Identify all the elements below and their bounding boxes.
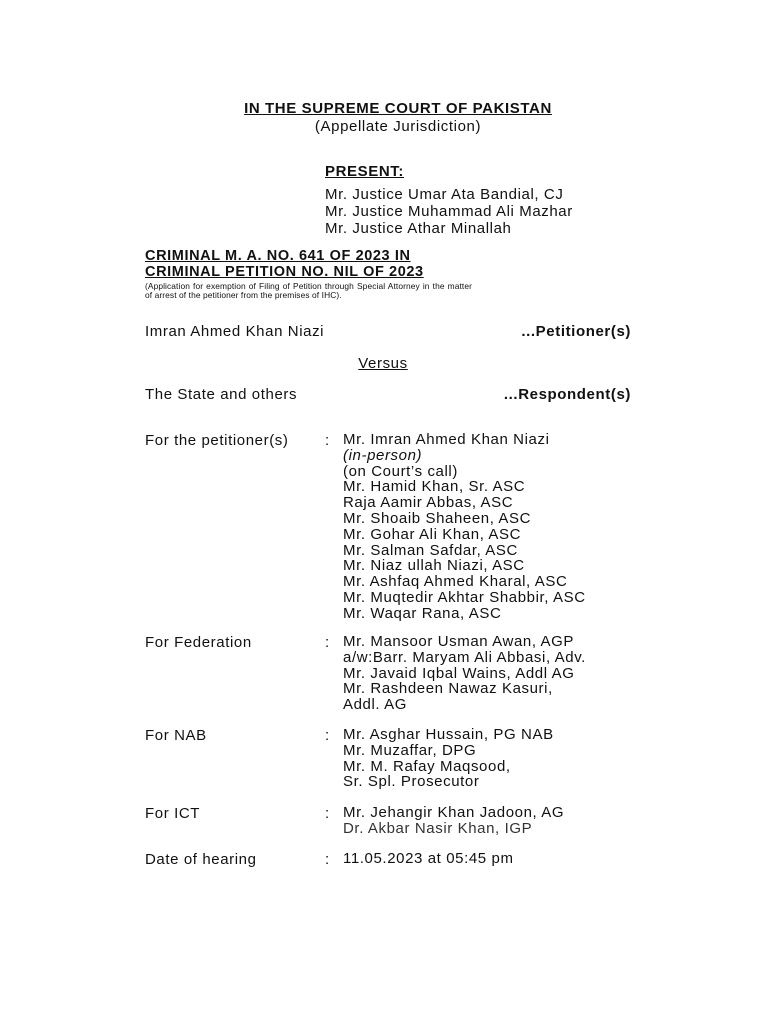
counsel-line: (in-person)	[343, 446, 423, 464]
petitioner-role: ...Petitioner(s)	[521, 323, 631, 340]
respondent-name: The State and others	[145, 386, 298, 403]
counsel-line: Addl. AG	[343, 696, 408, 714]
counsel-line: Mr. Muqtedir Akhtar Shabbir, ASC	[343, 588, 586, 606]
colon: :	[325, 851, 330, 868]
counsel-line: Mr. Muzaffar, DPG	[343, 741, 477, 759]
counsel-line: Mr. Ashfaq Ahmed Kharal, ASC	[343, 573, 568, 591]
appearance-label-federation: For Federation	[145, 634, 252, 651]
jurisdiction-subtitle: (Appellate Jurisdiction)	[314, 118, 482, 135]
petitioner-counsel-list	[343, 432, 586, 622]
respondent-role: ...Respondent(s)	[503, 386, 631, 403]
counsel-line: Raja Aamir Abbas, ASC	[343, 494, 514, 512]
colon: :	[325, 727, 330, 744]
counsel-line: Mr. Waqar Rana, ASC	[343, 604, 502, 622]
counsel-line: Mr. Asghar Hussain, PG NAB	[343, 726, 554, 743]
case-number-line: CRIMINAL M. A. NO. 641 OF 2023 IN	[145, 248, 411, 264]
counsel-line: Mr. Rashdeen Nawaz Kasuri,	[343, 680, 553, 698]
counsel-line: Dr. Akbar Nasir Khan, IGP	[343, 819, 533, 837]
counsel-line: Mr. Salman Safdar, ASC	[343, 541, 518, 559]
counsel-line: Mr. Hamid Khan, Sr. ASC	[343, 478, 526, 496]
court-title: IN THE SUPREME COURT OF PAKISTAN	[244, 100, 552, 117]
counsel-line: Mr. Gohar Ali Khan, ASC	[343, 525, 522, 543]
colon: :	[325, 634, 330, 651]
counsel-line: Mr. Shoaib Shaheen, ASC	[343, 509, 532, 527]
appearance-label-nab: For NAB	[145, 727, 207, 744]
appearance-label-petitioner: For the petitioner(s)	[145, 432, 289, 449]
case-number	[145, 248, 424, 280]
ict-counsel-list	[343, 805, 564, 837]
counsel-line: Mr. Imran Ahmed Khan Niazi	[343, 431, 550, 448]
counsel-line: Sr. Spl. Prosecutor	[343, 773, 480, 791]
judge-name: Mr. Justice Athar Minallah	[325, 220, 512, 237]
bench-list	[325, 186, 573, 237]
federation-counsel-list	[343, 634, 586, 713]
nab-counsel-list	[343, 727, 554, 790]
counsel-line: Mr. M. Rafay Maqsood,	[343, 757, 511, 775]
counsel-line: Mr. Niaz ullah Niazi, ASC	[343, 557, 525, 575]
judge-name: Mr. Justice Muhammad Ali Mazhar	[325, 203, 573, 220]
judge-name: Mr. Justice Umar Ata Bandial, CJ	[325, 186, 564, 203]
hearing-date-value: 11.05.2023 at 05:45 pm	[343, 850, 514, 867]
appearance-label-ict: For ICT	[145, 805, 201, 822]
counsel-line: a/w:Barr. Maryam Ali Abbasi, Adv.	[343, 648, 586, 666]
counsel-line: Mr. Javaid Iqbal Wains, Addl AG	[343, 664, 575, 682]
colon: :	[325, 432, 330, 449]
case-description: (Application for exemption of Filing of Petition through Special Attorney in the matter of arrest of the petitioner from the premises of IHC).	[145, 281, 472, 301]
counsel-line: Mr. Mansoor Usman Awan, AGP	[343, 633, 575, 650]
hearing-date-label: Date of hearing	[145, 851, 257, 868]
case-number-line: CRIMINAL PETITION NO. NIL OF 2023	[145, 264, 424, 280]
petitioner-name: Imran Ahmed Khan Niazi	[145, 323, 325, 340]
counsel-line: Mr. Jehangir Khan Jadoon, AG	[343, 804, 565, 821]
present-heading: PRESENT:	[325, 163, 404, 180]
counsel-line: (on Court’s call)	[343, 462, 458, 480]
versus-label: Versus	[358, 355, 408, 372]
colon: :	[325, 805, 330, 822]
